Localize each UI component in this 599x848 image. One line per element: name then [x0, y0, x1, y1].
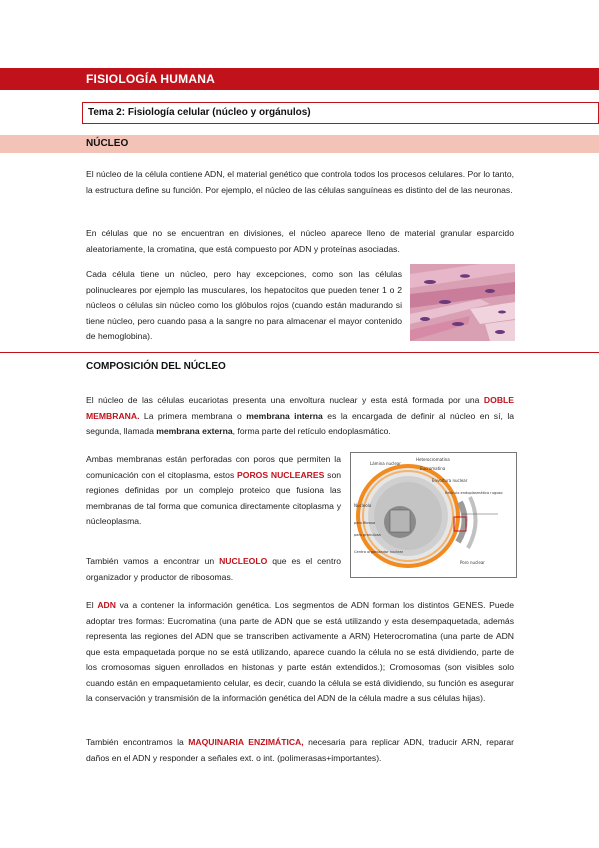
label-eucromatina: Eucromatina [420, 466, 446, 471]
paragraph-composicion-3: También vamos a encontrar un NUCLEOLO que es el centro organizador y productor de ribosomas. [86, 556, 341, 582]
section-title-nucleo: NÚCLEO [86, 138, 129, 149]
label-pars-granulosa: pars granulosa [354, 533, 381, 537]
label-lamina: Lámina nuclear [370, 461, 401, 466]
document-title: FISIOLOGÍA HUMANA [86, 72, 215, 86]
paragraph-nucleo-3: Cada célula tiene un núcleo, pero hay excepciones, como son las células polinucleares por ejemplo las musculares, los hepatocitos que pueden tener 1 o 2 núcleos o células sin núcleo como los glóbulos rojos (cuando están madurando si tiene núcleo, pero cuando pasa a la sangre no para almacenar el mayor contenido de hemoglobina). [86, 269, 402, 341]
paragraph-nucleo-1: El núcleo de la célula contiene ADN, el material genético que controla todos los procesos celulares. Por lo tanto, la estructura define su función. Por ejemplo, el núcleo de las células sanguíneas es distinto del de las neuronas. [86, 169, 514, 195]
paragraph-nucleo-2: En células que no se encuentran en divisiones, el núcleo aparece lleno de material granular esparcido aleatoriamente, la cromatina, que está compuesto por ADN y proteínas asociadas. [86, 228, 514, 254]
paragraph-composicion-1: El núcleo de las células eucariotas presenta una envoltura nuclear y esta está formada por una DOBLE MEMBRANA. La primera membrana o membrana interna es la encargada de definir al núcleo en sí, la segunda, llamada membrana externa, forma parte del retículo endoplasmático. [86, 395, 515, 436]
section-title-composicion: COMPOSICIÓN DEL NÚCLEO [86, 361, 226, 372]
nucleus-diagram [350, 452, 517, 578]
label-envoltura: Envoltura nuclear [432, 478, 468, 483]
topic-box [82, 102, 599, 124]
paragraph-composicion-2: Ambas membranas están perforadas con poros que permiten la comunicación con el citoplasma, estos POROS NUCLEARES son regiones definidas por un complejo proteico que fusiona las membranas de tal forma que comunica directamente citoplasma y núcleoplasma. [86, 454, 342, 526]
muscle-tissue-image [410, 264, 515, 341]
label-centro-organizador: Centro organizador nuclear [354, 550, 404, 554]
paragraph-composicion-5: También encontramos la MAQUINARIA ENZIMÁTICA, necesaria para replicar ADN, traducir ARN, reparar daños en el ADN y responder a señales ext. o int. (polimerasas+importantes). [86, 737, 515, 763]
label-pars-fibrosa: pars fibrosa [354, 521, 376, 525]
label-nucleolo: Nucleolo [354, 503, 372, 508]
label-reticulo: Retículo endoplasmático rugoso [445, 491, 503, 495]
topic-title: Tema 2: Fisiología celular (núcleo y orgánulos) [88, 107, 311, 118]
label-heterocromatina: Heterocromatina [416, 457, 450, 462]
label-poro-nuclear: Poro nuclear [460, 560, 485, 565]
section-divider-composicion [0, 352, 599, 353]
section-header-nucleo [0, 135, 599, 153]
document-title-band [0, 68, 599, 90]
paragraph-composicion-4: El ADN va a contener la información genética. Los segmentos de ADN forman los distintos GENES. Puede adoptar tres formas: Eucromatina (una parte de ADN que se está utilizando y esta desempaquetada, además representa las regiones del ADN que se transcriben activamente a ARN) Heterocromatina (una parte de ADN que esta empaquetada porque no se está utilizando, aparece cuando la célula no se está dividiendo, parte de los cromosomas siguen enrollados en histonas y parte están extendidos.); Cromosomas (son visibles solo cuando están en empaquetamiento celular, es decir, cuando la célula se está dividiendo, su función es asegurar la conservación y transmisión de la información genética del ADN de la célula madre a sus células hijas). [86, 600, 514, 703]
